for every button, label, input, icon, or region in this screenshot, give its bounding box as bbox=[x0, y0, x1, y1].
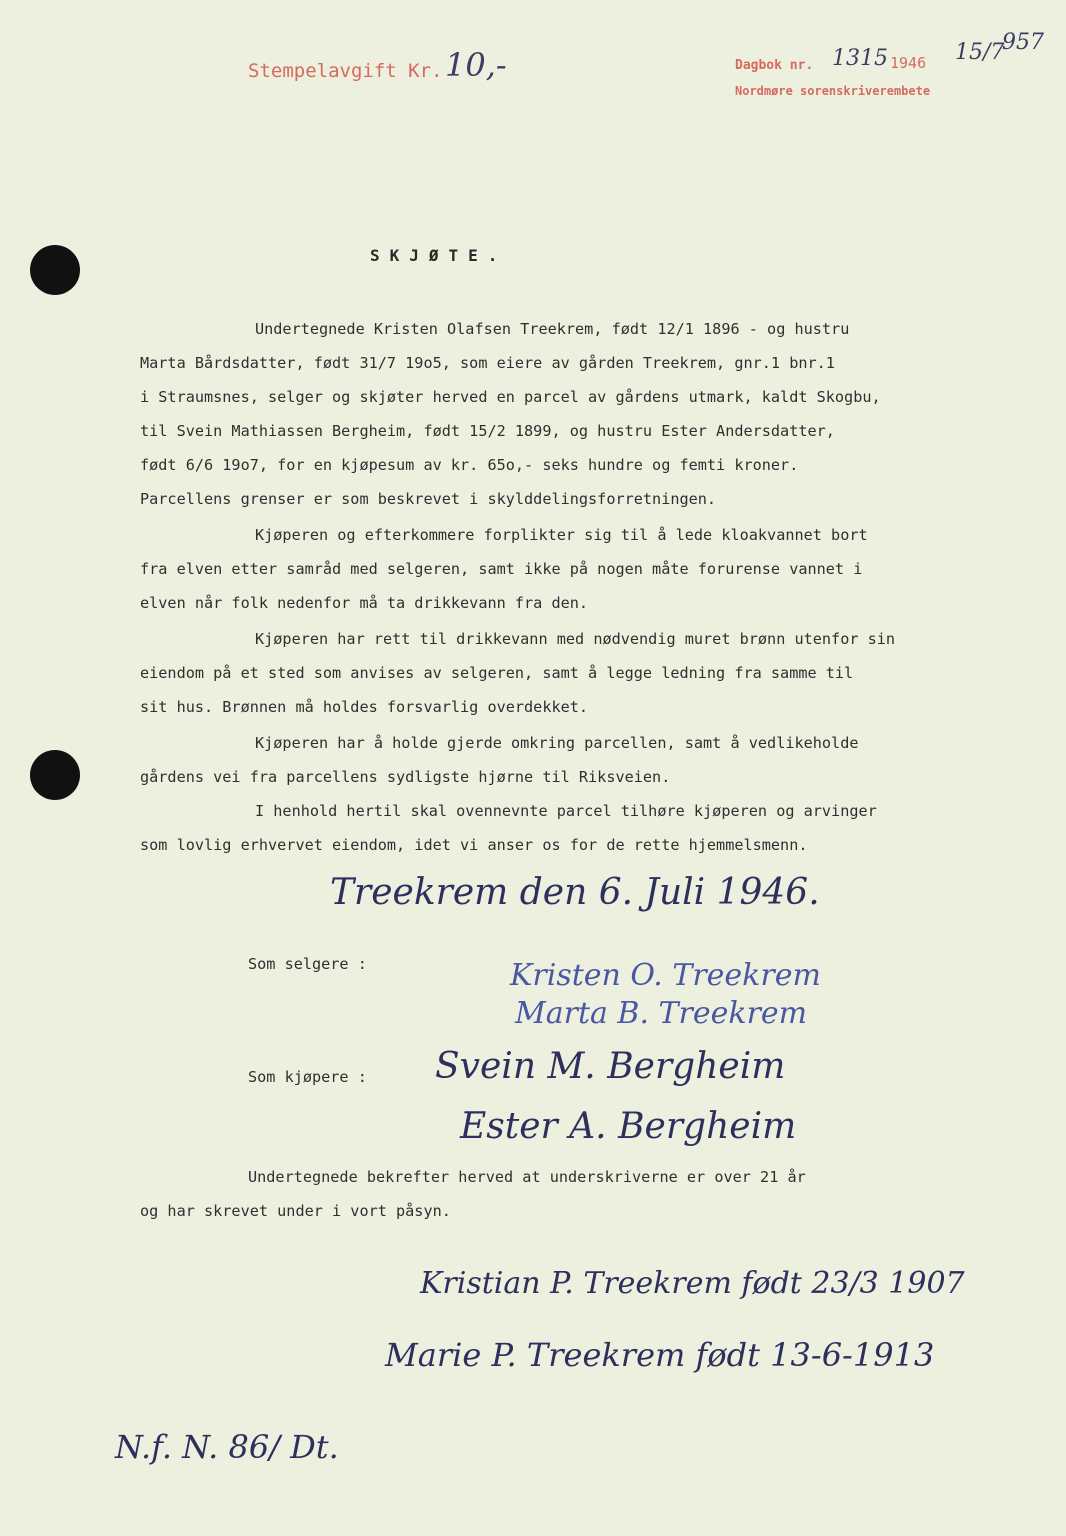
place-date: Treekrem den 6. Juli 1946. bbox=[330, 872, 820, 913]
body-line: sit hus. Brønnen må holdes forsvarlig overdekket. bbox=[140, 698, 589, 716]
dagbok-number: 1315 bbox=[832, 46, 888, 71]
seller-signature: Kristen O. Treekrem bbox=[510, 958, 821, 993]
seller-signature: Marta B. Treekrem bbox=[515, 996, 808, 1031]
body-line: i Straumsnes, selger og skjøter herved en parcel av gårdens utmark, kaldt Skogbu, bbox=[140, 388, 881, 406]
document-title: SKJØTE. bbox=[370, 246, 508, 265]
body-line: gårdens vei fra parcellens sydligste hjørne til Riksveien. bbox=[140, 768, 671, 786]
body-line: som lovlig erhvervet eiendom, idet vi anser os for de rette hjemmelsmenn. bbox=[140, 836, 808, 854]
body-line: elven når folk nedenfor må ta drikkevann fra den. bbox=[140, 594, 589, 612]
witness-signature: Marie P. Treekrem født 13-6-1913 bbox=[385, 1336, 935, 1374]
body-line: Kjøperen og efterkommere forplikter sig til å lede kloakvannet bort bbox=[255, 526, 868, 544]
buyer-signature: Ester A. Bergheim bbox=[460, 1106, 797, 1147]
body-line: Kjøperen har rett til drikkevann med nødvendig muret brønn utenfor sin bbox=[255, 630, 896, 648]
dagbok-label: Dagbok nr. bbox=[735, 58, 814, 73]
page-number: 957 bbox=[1002, 30, 1044, 55]
footer-note: N.f. N. 86/ Dt. bbox=[115, 1428, 339, 1466]
stamp-duty-value: 10,- bbox=[445, 46, 507, 84]
witness-line: Undertegnede bekrefter herved at underskriverne er over 21 år bbox=[248, 1168, 806, 1186]
body-line: Parcellens grenser er som beskrevet i skylddelingsforretningen. bbox=[140, 490, 717, 508]
witness-signature: Kristian P. Treekrem født 23/3 1907 bbox=[420, 1266, 965, 1301]
buyer-signature: Svein M. Bergheim bbox=[435, 1046, 786, 1087]
body-line: I henhold hertil skal ovennevnte parcel tilhøre kjøperen og arvinger bbox=[255, 802, 877, 820]
body-line: Marta Bårdsdatter, født 31/7 19o5, som eiere av gården Treekrem, gnr.1 bnr.1 bbox=[140, 354, 835, 372]
stamp-duty-label: Stempelavgift Kr. bbox=[248, 60, 443, 82]
body-line: eiendom på et sted som anvises av selgeren, samt å legge ledning fra samme til bbox=[140, 664, 854, 682]
body-line: Undertegnede Kristen Olafsen Treekrem, født 12/1 1896 - og hustru bbox=[255, 320, 850, 338]
body-line: fra elven etter samråd med selgeren, samt ikke på nogen måte forurense vannet i bbox=[140, 560, 863, 578]
office-stamp: Nordmøre sorenskriverembete bbox=[735, 84, 931, 98]
witness-line: og har skrevet under i vort påsyn. bbox=[140, 1202, 451, 1220]
punch-hole bbox=[30, 245, 80, 295]
sellers-label: Som selgere : bbox=[248, 955, 367, 973]
buyers-label: Som kjøpere : bbox=[248, 1068, 367, 1086]
punch-hole bbox=[30, 750, 80, 800]
dagbok-year: 1946 bbox=[890, 54, 927, 72]
body-line: født 6/6 19o7, for en kjøpesum av kr. 65o,- seks hundre og femti kroner. bbox=[140, 456, 799, 474]
body-line: Kjøperen har å holde gjerde omkring parcellen, samt å vedlikeholde bbox=[255, 734, 859, 752]
body-line: til Svein Mathiassen Bergheim, født 15/2 1899, og hustru Ester Andersdatter, bbox=[140, 422, 835, 440]
date-note: 15/7 bbox=[955, 40, 1005, 65]
